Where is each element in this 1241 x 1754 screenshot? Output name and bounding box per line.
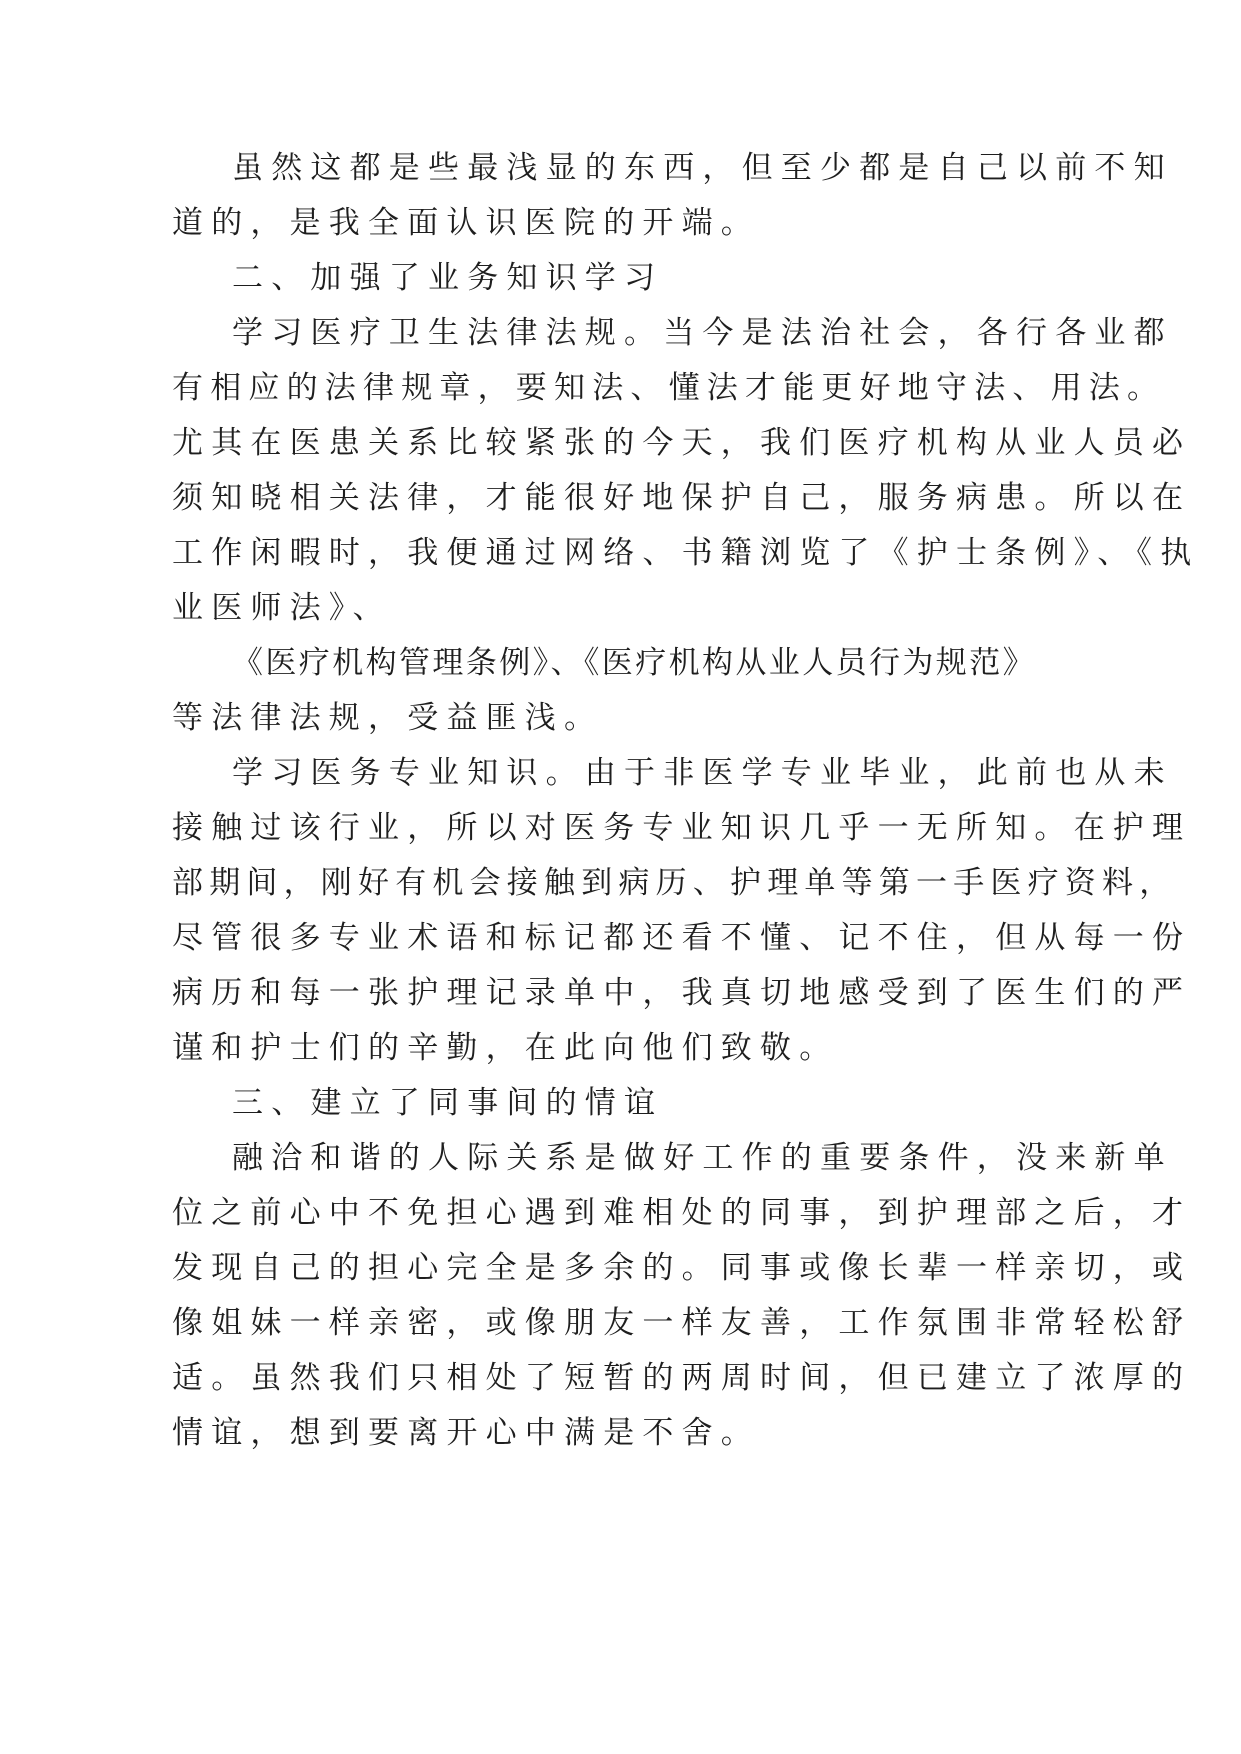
text-line: 融洽和谐的人际关系是做好工作的重要条件，没来新单 xyxy=(232,1140,1173,1176)
text-line: 道的，是我全面认识医院的开端。 xyxy=(172,205,760,241)
text-line: 发现自己的担心完全是多余的。同事或像长辈一样亲切，或 xyxy=(172,1250,1192,1286)
text-line: 等法律法规，受益匪浅。 xyxy=(172,700,604,736)
text-line: 情谊，想到要离开心中满是不舍。 xyxy=(172,1415,760,1451)
section-heading: 三、建立了同事间的情谊 xyxy=(232,1085,664,1121)
text-line: 工作闲暇时，我便通过网络、书籍浏览了《护士条例》、《执 xyxy=(172,535,1200,571)
text-line: 接触过该行业，所以对医务专业知识几乎一无所知。在护理 xyxy=(172,810,1192,846)
text-line: 尽管很多专业术语和标记都还看不懂、记不住，但从每一份 xyxy=(172,920,1192,956)
text-line: 谨和护士们的辛勤，在此向他们致敬。 xyxy=(172,1030,839,1066)
text-line: 像姐妹一样亲密，或像朋友一样友善，工作氛围非常轻松舒 xyxy=(172,1305,1192,1341)
text-line: 位之前心中不免担心遇到难相处的同事，到护理部之后，才 xyxy=(172,1195,1192,1231)
text-line: 须知晓相关法律，才能很好地保护自己，服务病患。所以在 xyxy=(172,480,1192,516)
text-line: 适。虽然我们只相处了短暂的两周时间，但已建立了浓厚的 xyxy=(172,1360,1192,1396)
text-line: 学习医疗卫生法律法规。当今是法治社会，各行各业都 xyxy=(232,315,1173,351)
text-line: 业医师法》、 xyxy=(172,590,392,626)
text-line: 虽然这都是些最浅显的东西，但至少都是自己以前不知 xyxy=(232,150,1173,186)
text-line: 学习医务专业知识。由于非医学专业毕业，此前也从未 xyxy=(232,755,1173,791)
text-line: 部期间，刚好有机会接触到病历、护理单等第一手医疗资料， xyxy=(172,865,1177,901)
text-line: 尤其在医患关系比较紧张的今天，我们医疗机构从业人员必 xyxy=(172,425,1192,461)
text-line: 《医疗机构管理条例》、《医疗机构从业人员行为规范》 xyxy=(232,645,1036,681)
text-line: 有相应的法律规章，要知法、懂法才能更好地守法、用法。 xyxy=(172,370,1166,406)
section-heading: 二、加强了业务知识学习 xyxy=(232,260,664,296)
text-line: 病历和每一张护理记录单中，我真切地感受到了医生们的严 xyxy=(172,975,1192,1011)
